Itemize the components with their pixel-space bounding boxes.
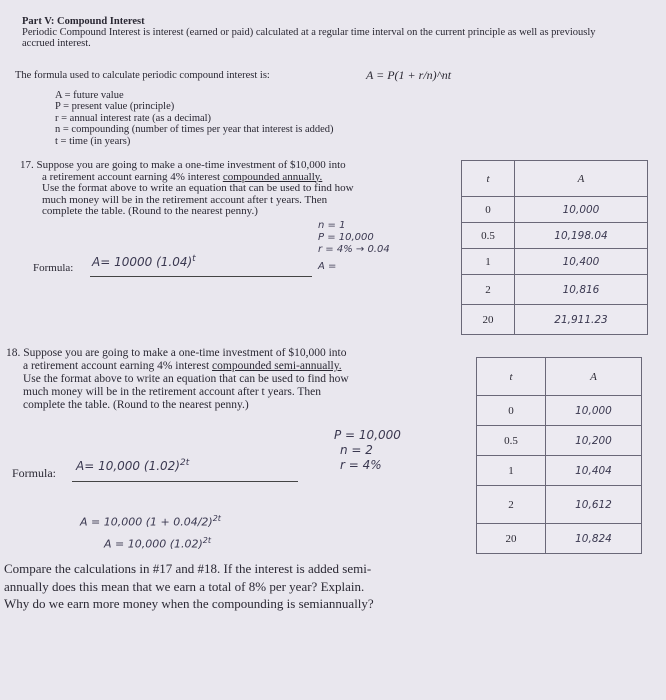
q17-note-n: n = 1 [318, 220, 346, 231]
q18-note-p: P = 10,000 [334, 428, 401, 442]
q17-header-a: A [515, 161, 648, 197]
q18-header-a: A [546, 358, 642, 396]
q18-line2: a retirement account earning 4% interest [23, 360, 213, 372]
compare-line2: annually does this mean that we earn a total of 8% per year? Explain. [4, 578, 365, 594]
q18-t-cell: 20 [477, 524, 546, 554]
q17-note-a: A = [318, 261, 337, 272]
q17-a-cell[interactable]: 10,000 [515, 197, 648, 223]
q18-line1: Suppose you are going to make a one-time investment of $10,000 into [23, 347, 347, 359]
variable-list [55, 90, 334, 147]
variable-n: n = compounding (number of times per year that interest is added) [55, 124, 334, 136]
q17-line3: Use the format above to write an equation that can be used to find how [42, 182, 354, 194]
q18-t-cell: 0.5 [477, 426, 546, 456]
q18-a-cell[interactable]: 10,824 [546, 524, 642, 554]
q17-formula-exponent: t [192, 254, 196, 264]
variable-p: P = present value (principle) [55, 101, 175, 113]
q18-prompt [6, 347, 461, 412]
q17-formula-answer: A= 10000 $(1.04)^t$ [92, 254, 196, 269]
q17-a-cell[interactable]: 10,198.04 [515, 223, 648, 249]
variable-t: t = time (in years) [55, 135, 131, 147]
q17-header-t: t [462, 161, 515, 197]
q17-a-cell[interactable]: 10,816 [515, 275, 648, 305]
q18-t-cell: 2 [477, 486, 546, 524]
q18-number: 18. [6, 347, 21, 359]
q18-formula-line [72, 481, 298, 482]
q18-table [476, 357, 642, 554]
compare-question [4, 560, 484, 613]
q17-compounding: compounded annually. [222, 170, 323, 183]
q17-t-cell: 0.5 [462, 223, 515, 249]
definition-text: Periodic Compound Interest is interest (earned or paid) calculated at a regular time interval on the current principle as well as previously accrued interest. [22, 27, 596, 49]
q17-note-r: r = 4% → 0.04 [318, 244, 390, 255]
q18-a-cell[interactable]: 10,000 [546, 396, 642, 426]
q18-note-r: r = 4% [340, 458, 382, 472]
q18-a-cell[interactable]: 10,200 [546, 426, 642, 456]
q18-note-n: n = 2 [340, 443, 373, 457]
q17-line5: complete the table. (Round to the nearest penny.) [42, 205, 258, 217]
q18-formula-answer: A= 10,000 $(1.02)^{2t}$ [76, 458, 190, 473]
q17-formula-label: Formula: [33, 262, 74, 274]
formula-intro: The formula used to calculate periodic compound interest is: [15, 70, 270, 81]
q18-notes [334, 428, 401, 473]
q17-notes [318, 220, 390, 273]
q18-line4: much money will be in the retirement account after t years. Then [23, 386, 322, 398]
q17-note-p: P = 10,000 [318, 232, 374, 243]
q18-a-cell[interactable]: 10,612 [546, 486, 642, 524]
q17-a-cell[interactable]: 21,911.23 [515, 305, 648, 335]
q18-t-cell: 1 [477, 456, 546, 486]
q17-t-cell: 20 [462, 305, 515, 335]
q18-work-step-2-exponent: 2t [202, 536, 212, 545]
part-title: Part V: Compound Interest [22, 16, 145, 27]
q17-formula-line [90, 276, 312, 277]
q17-prompt [20, 160, 450, 218]
q18-compounding: compounded semi-annually. [212, 360, 342, 372]
q18-work-step-2: A = 10,000 $(1.02)^{2t}$ [104, 536, 212, 551]
q18-a-cell[interactable]: 10,404 [546, 456, 642, 486]
q18-formula-label: Formula: [12, 466, 56, 480]
q17-t-cell: 0 [462, 197, 515, 223]
q18-work-step-1: A = 10,000 $(1 + 0.04/2)^{2t}$ [80, 514, 221, 529]
variable-r: r = annual interest rate (as a decimal) [55, 112, 212, 124]
q18-work-step-1-exponent: 2t [212, 514, 221, 523]
q17-line4: much money will be in the retirement account after t years. Then [42, 193, 328, 206]
q17-line1: Suppose you are going to make a one-time investment of $10,000 into [36, 159, 346, 171]
q17-table [461, 160, 648, 335]
q18-header-t: t [477, 358, 546, 396]
q17-t-cell: 2 [462, 275, 515, 305]
q18-line3: Use the format above to write an equation that can be used to find how [23, 373, 349, 385]
q18-t-cell: 0 [477, 396, 546, 426]
q17-number: 17. [20, 159, 34, 171]
q17-t-cell: 1 [462, 249, 515, 275]
variable-a: A = future value [55, 90, 124, 101]
compare-line3: Why do we earn more money when the compounding is semiannually? [4, 596, 374, 611]
compare-line1: Compare the calculations in #17 and #18. If the interest is added semi- [4, 561, 372, 576]
q18-formula-exponent: 2t [179, 458, 190, 468]
q18-line5: complete the table. (Round to the nearest penny.) [23, 399, 249, 411]
q17-line2: a retirement account earning 4% interest [42, 170, 223, 183]
q17-a-cell[interactable]: 10,400 [515, 249, 648, 275]
formula-display: A = P(1 + r/n)^nt [366, 68, 452, 82]
